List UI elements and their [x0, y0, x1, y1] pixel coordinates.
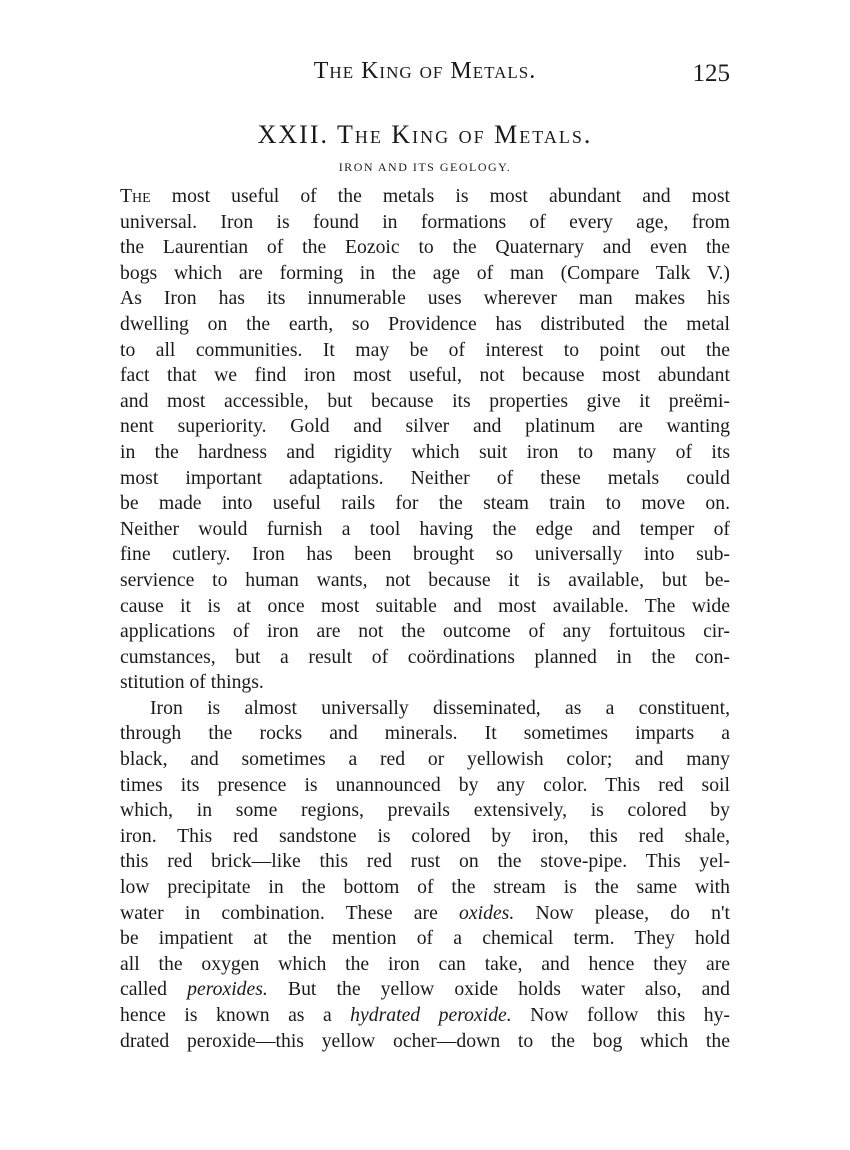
running-title: The King of Metals. — [313, 58, 537, 84]
text-line: through the rocks and minerals. It sometimes imparts a — [120, 722, 730, 745]
paragraph-lead-word: The — [120, 185, 151, 207]
italic-term: oxides. — [459, 901, 515, 924]
text-line: which, in some regions, prevails extensively, is colored by — [120, 799, 730, 822]
text-line: cause it is at once most suitable and most available. The wide — [120, 594, 730, 617]
page-number: 125 — [692, 60, 730, 87]
text-line: hence is known as a hydrated peroxide. Now follow this hy- — [120, 1004, 730, 1026]
text-line: The most useful of the metals is most abundant and most — [120, 185, 730, 207]
text-line: drated peroxide—this yellow ocher—down to the bog which the — [120, 1029, 730, 1052]
text-line: As Iron has its innumerable uses wherever man makes his — [120, 287, 730, 310]
italic-term: hydrated peroxide. — [350, 1004, 512, 1026]
text-line: to all communities. It may be of interest to point out the — [120, 338, 730, 361]
text-line: cumstances, but a result of coördinations planned in the con- — [120, 645, 730, 668]
text-line: this red brick—like this red rust on the stove-pipe. This yel- — [120, 850, 730, 873]
text-line: servience to human wants, not because it is available, but be- — [120, 568, 730, 591]
text-line: fine cutlery. Iron has been brought so universally into sub- — [120, 543, 730, 566]
text-line: bogs which are forming in the age of man (Compare Talk V.) — [120, 261, 730, 284]
text-line: times its presence is unannounced by any color. This red soil — [120, 773, 730, 796]
text-line: most important adaptations. Neither of these metals could — [120, 466, 730, 489]
text-line: all the oxygen which the iron can take, and hence they are — [120, 952, 730, 975]
text-line: be made into useful rails for the steam train to move on. — [120, 492, 730, 515]
text-line: Neither would furnish a tool having the edge and temper of — [120, 517, 730, 540]
text-line: universal. Iron is found in formations of every age, from — [120, 210, 730, 233]
text-line: applications of iron are not the outcome of any fortuitous cir- — [120, 620, 730, 643]
text-line: called peroxides. But the yellow oxide holds water also, and — [120, 978, 730, 1001]
running-head — [120, 58, 730, 92]
text-line: low precipitate in the bottom of the stream is the same with — [120, 876, 730, 899]
text-line: and most accessible, but because its properties give it preëmi- — [120, 389, 730, 412]
italic-term: peroxides. — [187, 978, 268, 1001]
text-line: stitution of things. — [120, 671, 264, 694]
text-line: fact that we find iron most useful, not because most abundant — [120, 364, 730, 387]
text-line: water in combination. These are oxides. Now please, do n't — [120, 901, 730, 924]
text-line: nent superiority. Gold and silver and platinum are wanting — [120, 415, 730, 438]
text-line: iron. This red sandstone is colored by iron, this red shale, — [120, 824, 730, 847]
text-line: dwelling on the earth, so Providence has distributed the metal — [120, 312, 730, 335]
chapter-title: XXII. The King of Metals. — [257, 120, 593, 149]
chapter-subtitle: IRON AND ITS GEOLOGY. — [338, 160, 512, 174]
text-line: be impatient at the mention of a chemical term. They hold — [120, 927, 730, 950]
text-line: Iron is almost universally disseminated, as a constituent, — [150, 696, 730, 719]
text-line: in the hardness and rigidity which suit iron to many of its — [120, 440, 730, 463]
body-text — [120, 184, 730, 1054]
text-line: the Laurentian of the Eozoic to the Quaternary and even the — [120, 236, 730, 259]
text-line: black, and sometimes a red or yellowish color; and many — [120, 748, 730, 771]
